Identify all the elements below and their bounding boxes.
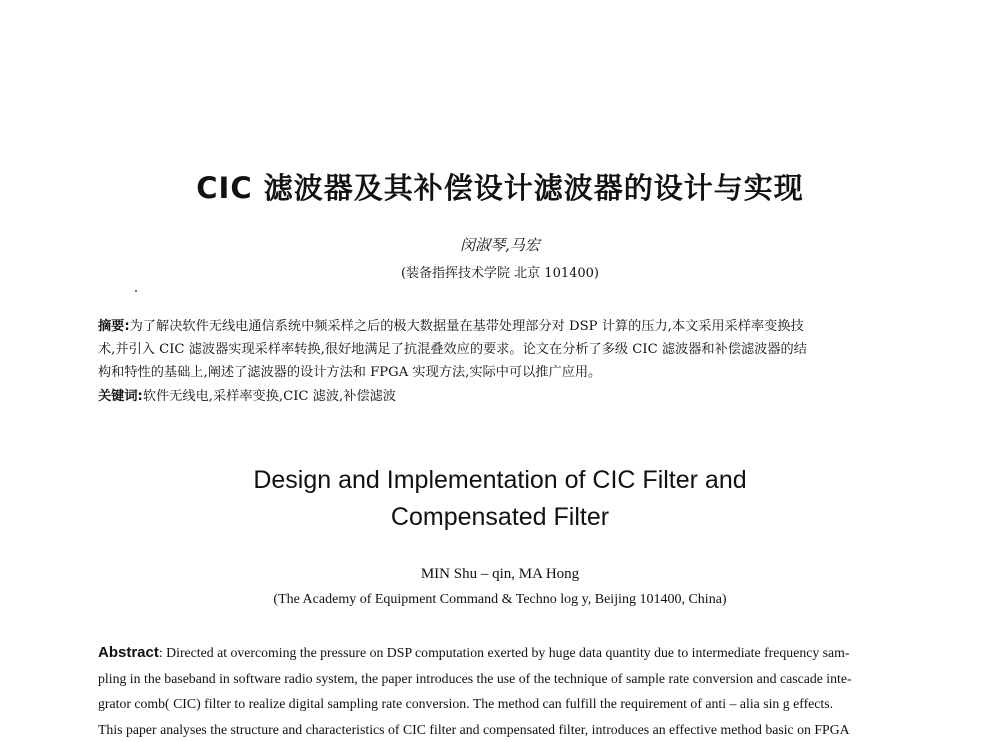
abstract-cn-line: 构和特性的基础上,阐述了滤波器的设计方法和 FPGA 实现方法,实际中可以推广应用。: [98, 365, 602, 380]
abstract-en-line: This paper analyses the structure and characteristics of CIC filter and compensated filter, introduces an effective method basic on FPGA: [98, 721, 850, 737]
keywords-cn-label: 关键词:: [98, 389, 143, 404]
abstract-cn: [98, 315, 908, 384]
abstract-en-label: Abstract: [98, 644, 159, 661]
affiliation-cn: (装备指挥技术学院 北京 101400): [400, 266, 600, 281]
abstract-en-text: : Directed at overcoming the pressure on DSP computation exerted by huge data quantity due to intermediate frequency sam-: [158, 645, 850, 660]
abstract-cn-line: 术,并引入 CIC 滤波器实现采样率转换,很好地满足了抗混叠效应的要求。论文在分析了多级 CIC 滤波器和补偿滤波器的结: [98, 342, 807, 357]
keywords-cn: [98, 385, 908, 404]
title-en-line1: Design and Implementation of CIC Filter and: [253, 466, 747, 494]
abstract-cn-line: [98, 315, 908, 338]
abstract-en-line: grator comb( CIC) filter to realize digital sampling rate conversion. The method can fulfill the requirement of anti – alia sin g effects.: [98, 696, 834, 711]
abstract-cn-text: 为了解决软件无线电通信系统中频采样之后的极大数据量在基带处理部分对 DSP 计算的压力,本文采用采样率变换技: [129, 319, 804, 334]
page-title-cn: CIC 滤波器及其补偿设计滤波器的设计与实现: [196, 171, 804, 205]
authors-en: MIN Shu – qin, MA Hong: [420, 566, 580, 582]
authors-cn: 闵淑琴,马宏: [460, 236, 540, 254]
title-en-line2: Compensated Filter: [390, 503, 610, 531]
abstract-en: [98, 640, 908, 742]
page-title-en: [0, 462, 1000, 536]
abstract-en-line: [98, 640, 908, 666]
scan-speck: [135, 290, 137, 292]
keywords-cn-text: 软件无线电,采样率变换,CIC 滤波,补偿滤波: [142, 389, 396, 404]
abstract-en-line: pling in the baseband in software radio system, the paper introduces the use of the technique of sample rate conversion and cascade inte-: [98, 670, 852, 686]
abstract-cn-label: 摘要:: [98, 319, 130, 334]
affiliation-en: (The Academy of Equipment Command & Techno log y, Beijing 101400, China): [273, 592, 727, 607]
